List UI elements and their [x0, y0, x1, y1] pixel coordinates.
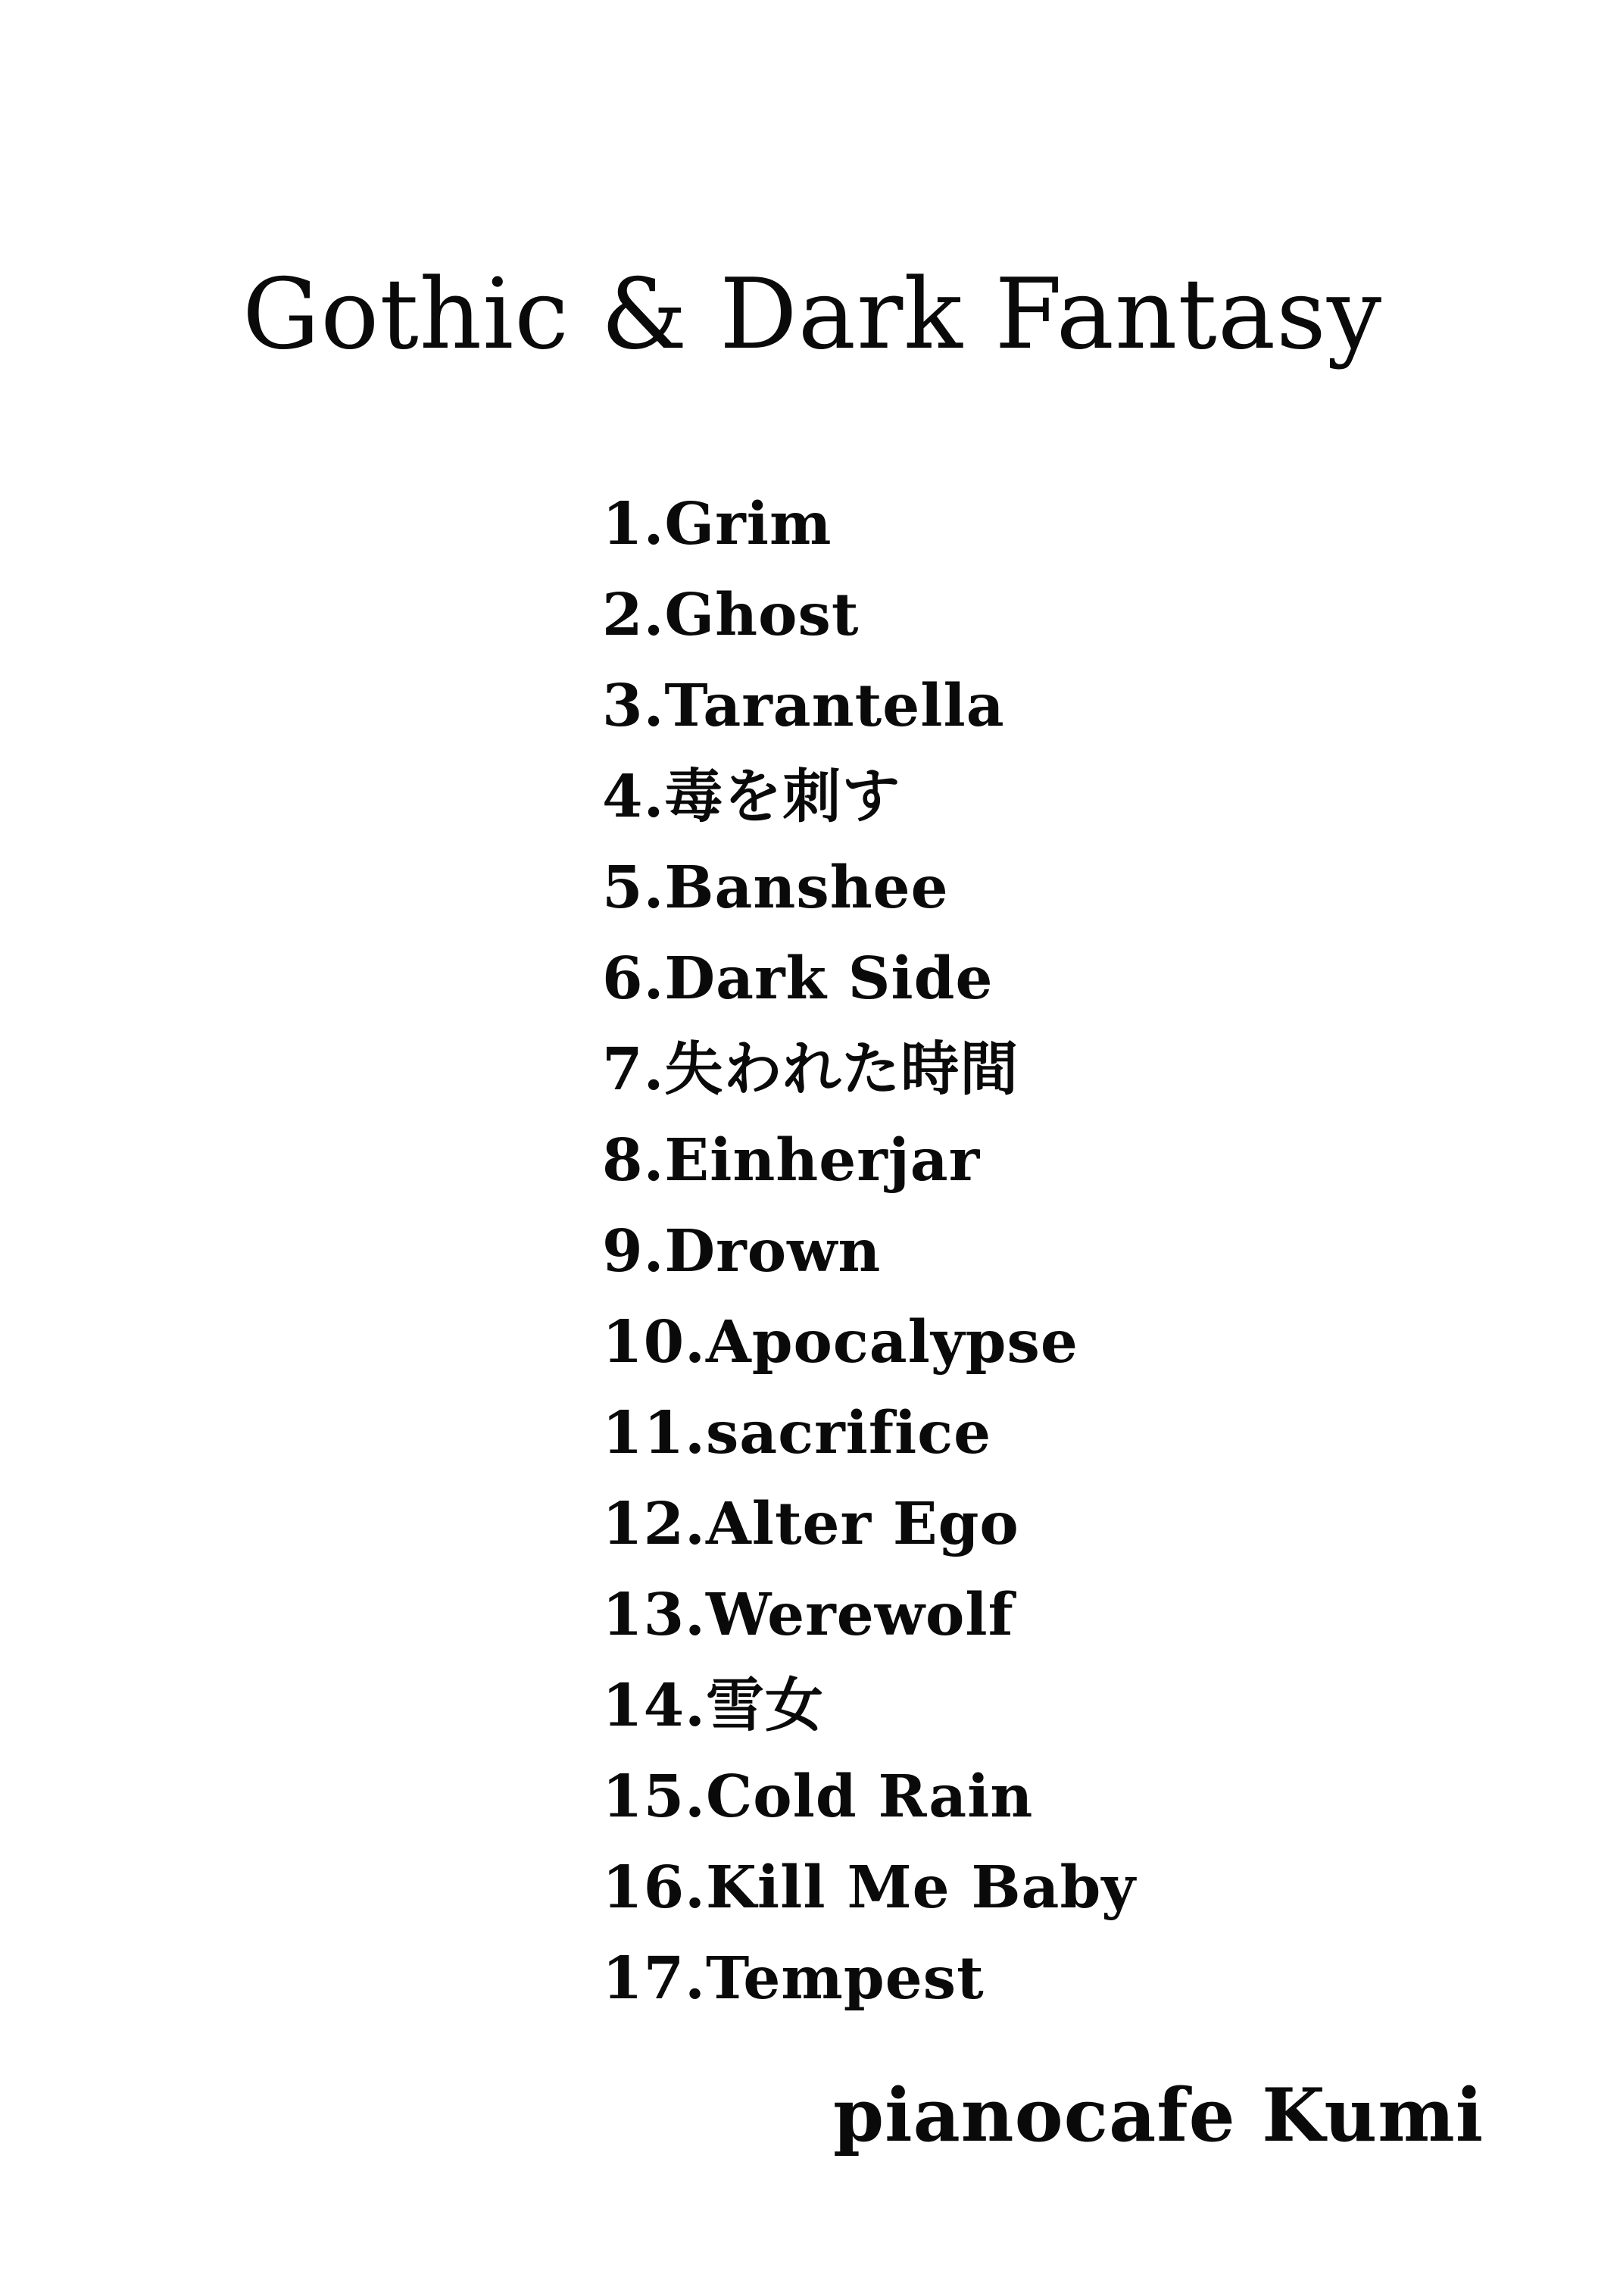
- track-item: 12.Alter Ego: [602, 1490, 1019, 1558]
- track-item: 9.Drown: [602, 1217, 882, 1285]
- track-item: 14.雪女: [602, 1672, 824, 1740]
- artist-name: pianocafe Kumi: [833, 2073, 1484, 2158]
- track-item: 13.Werewolf: [602, 1581, 1014, 1649]
- track-item: 15.Cold Rain: [602, 1763, 1034, 1831]
- track-item: 10.Apocalypse: [602, 1308, 1078, 1376]
- track-item: 1.Grim: [602, 490, 832, 558]
- album-title: Gothic & Dark Fantasy: [242, 258, 1383, 371]
- track-item: 5.Banshee: [602, 854, 949, 922]
- track-item: 17.Tempest: [602, 1945, 985, 2013]
- track-item: 7.失われた時間: [602, 1036, 1019, 1104]
- track-item: 16.Kill Me Baby: [602, 1854, 1137, 1922]
- track-item: 2.Ghost: [602, 581, 860, 649]
- track-item: 3.Tarantella: [602, 672, 1005, 740]
- track-item: 8.Einherjar: [602, 1126, 981, 1195]
- track-list: [602, 479, 1136, 2024]
- track-item: 6.Dark Side: [602, 945, 994, 1013]
- track-item: 11.sacrifice: [602, 1399, 992, 1467]
- track-item: 4.毒を刺す: [602, 763, 901, 831]
